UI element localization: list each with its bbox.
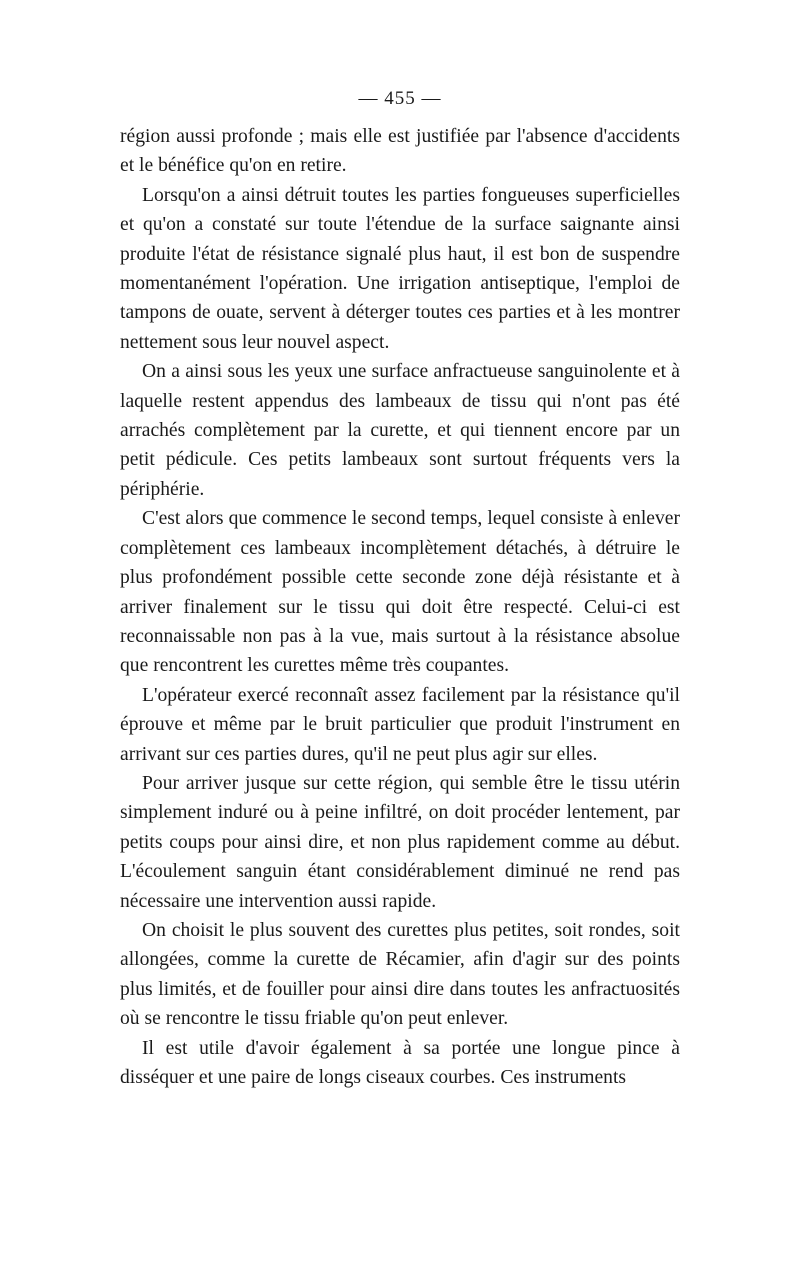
page-number: — 455 — xyxy=(358,88,442,109)
book-page xyxy=(120,86,680,1092)
paragraph: C'est alors que commence le second temps, lequel consiste à enlever complètement ces lambeaux incomplètement détachés, à détruire le plus profondément possible cette seconde zone déjà résistante et à arriver finalement sur le tissu qui doit être respecté. Celui-ci est reconnaissable non pas à la vue, mais surtout à la résistance absolue que rencontrent les curettes même très coupantes. xyxy=(120,508,680,677)
paragraph: Pour arriver jusque sur cette région, qui semble être le tissu utérin simplement induré ou à peine infiltré, on doit procéder lentement, par petits coups pour ainsi dire, et non plus rapidement comme au début. L'écoulement sanguin étant considérablement diminué ne rend pas nécessaire une intervention aussi rapide. xyxy=(120,772,680,912)
paragraph: On a ainsi sous les yeux une surface anfractueuse sanguinolente et à laquelle restent appendus des lambeaux de tissu qui n'ont pas été arrachés complètement par la curette, et qui tiennent encore par un petit pédicule. Ces petits lambeaux sont surtout fréquents vers la périphérie. xyxy=(120,361,680,500)
paragraph-continued: région aussi profonde ; mais elle est justifiée par l'absence d'accidents et le bénéfice qu'on en retire. xyxy=(120,126,680,177)
paragraph: Il est utile d'avoir également à sa portée une longue pince à disséquer et une paire de longs ciseaux courbes. Ces instruments xyxy=(120,1037,680,1088)
paragraph: On choisit le plus souvent des curettes plus petites, soit rondes, soit allongées, comme la curette de Récamier, afin d'agir sur des points plus limités, et de fouiller pour ainsi dire dans toutes les anfractuosités où se rencontre le tissu friable qu'on peut enlever. xyxy=(120,919,680,1030)
paragraph: L'opérateur exercé reconnaît assez facilement par la résistance qu'il éprouve et même par le bruit particulier que produit l'instrument en arrivant sur ces parties dures, qu'il ne peut plus agir sur elles. xyxy=(120,684,680,765)
paragraph: Lorsqu'on a ainsi détruit toutes les parties fongueuses superficielles et qu'on a constaté sur toute l'étendue de la surface saignante ainsi produite l'état de résistance signalé plus haut, il est bon de suspendre momentanément l'opération. Une irrigation antiseptique, l'emploi de tampons de ouate, servent à déterger toutes ces parties et à les montrer nettement sous leur nouvel aspect. xyxy=(120,184,680,353)
